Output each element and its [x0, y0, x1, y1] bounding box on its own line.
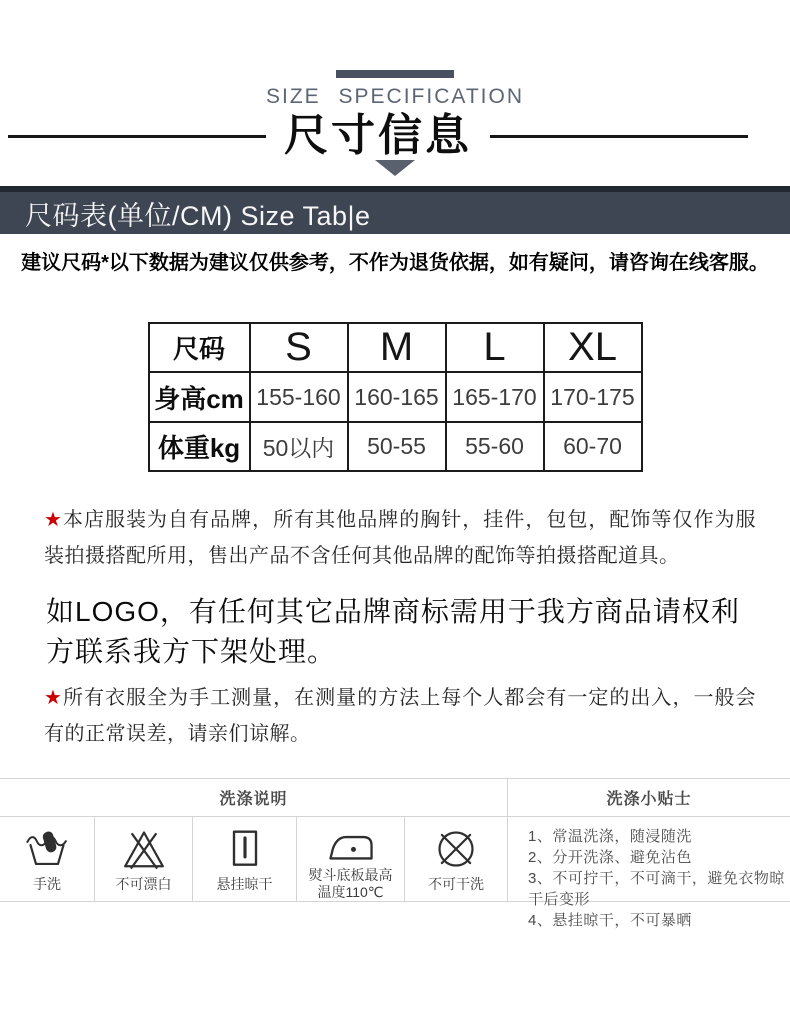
table-row-weight: [149, 422, 642, 471]
logo-takedown-paragraph: 如LOGO，有任何其它品牌商标需用于我方商品请权利方联系我方下架处理。: [46, 596, 740, 667]
size-table-corner-cell: 尺码: [149, 323, 250, 372]
no-bleach-icon: [122, 827, 166, 871]
table-row-height: [149, 372, 642, 422]
care-instructions-section: [0, 778, 790, 929]
hand-wash-label: 手洗: [33, 876, 61, 892]
title-right-rule: [490, 135, 748, 138]
page-title: 尺寸信息: [284, 111, 472, 160]
page-title-row: [0, 112, 790, 160]
care-instructions-header: 洗涤说明: [0, 779, 508, 816]
size-col-xl: XL: [544, 323, 642, 372]
size-col-m: M: [348, 323, 446, 372]
height-row-label: 身高cm: [149, 372, 250, 422]
no-dry-clean-label: 不可干洗: [428, 876, 484, 892]
measurement-note-text: 所有衣服全为手工测量，在测量的方法上每个人都会有一定的出入，一般会有的正常误差，请亲们谅解。: [44, 687, 756, 745]
size-advice-notice: 建议尺码*以下数据为建议仅供参考，不作为退货依据，如有疑问，请咨询在线客服。: [21, 252, 769, 274]
weight-s: 50以内: [250, 422, 348, 471]
no-dry-clean-icon: [434, 827, 478, 871]
down-triangle-icon: [375, 160, 415, 176]
size-table-header-row: [149, 323, 642, 372]
size-col-l: L: [446, 323, 544, 372]
iron-max-110-icon: [328, 819, 374, 862]
height-s: 155-160: [250, 372, 348, 422]
size-table: [148, 322, 643, 472]
red-star-icon: ★: [44, 509, 63, 531]
care-tip-2: 2、分开洗涤、避免沾色: [528, 849, 692, 866]
brand-disclaimer-paragraph: [44, 502, 756, 574]
measurement-note-paragraph: [44, 680, 756, 752]
size-table-section-title: 尺码表(单位/CM) Size Tab|e: [25, 200, 371, 231]
care-tip-1: 1、常温洗涤，随浸随洗: [528, 828, 692, 845]
care-cell-no-bleach: [95, 817, 193, 901]
size-table-section-bar: [0, 186, 790, 234]
care-cell-no-dry-clean: [405, 817, 508, 901]
weight-l: 55-60: [446, 422, 544, 471]
hand-wash-icon: [25, 827, 69, 871]
height-m: 160-165: [348, 372, 446, 422]
care-body-row: [0, 817, 790, 929]
hang-dry-label: 悬挂晾干: [216, 876, 273, 892]
title-left-rule: [8, 135, 266, 138]
care-cell-iron-max-110: [297, 817, 405, 901]
top-accent-bar: [336, 70, 454, 78]
brand-disclaimer-text: 本店服装为自有品牌，所有其他品牌的胸针，挂件，包包，配饰等仅作为服装拍摄搭配所用，售出产品不含任何其他品牌的配饰等拍摄搭配道具。: [44, 509, 756, 567]
care-header-row: [0, 779, 790, 817]
hang-dry-icon: [223, 827, 267, 871]
weight-xl: 60-70: [544, 422, 642, 471]
care-cell-hand-wash: [0, 817, 95, 901]
care-tips-header: 洗涤小贴士: [606, 791, 692, 808]
weight-m: 50-55: [348, 422, 446, 471]
care-tip-3: 3、不可拧干，不可滴干，避免衣物晾干后变形: [528, 870, 785, 908]
height-xl: 170-175: [544, 372, 642, 422]
care-cell-hang-dry: [193, 817, 297, 901]
size-col-s: S: [250, 323, 348, 372]
height-l: 165-170: [446, 372, 544, 422]
iron-max-110-label: 熨斗底板最高温度110℃: [308, 867, 393, 900]
no-bleach-label: 不可漂白: [115, 876, 172, 892]
care-tip-4: 4、悬挂晾干，不可暴晒: [528, 912, 692, 929]
weight-row-label: 体重kg: [149, 422, 250, 471]
red-star-icon: ★: [44, 687, 63, 709]
eyebrow-text: SIZE SPECIFICATION: [266, 85, 524, 108]
care-tips-list: [508, 817, 790, 929]
